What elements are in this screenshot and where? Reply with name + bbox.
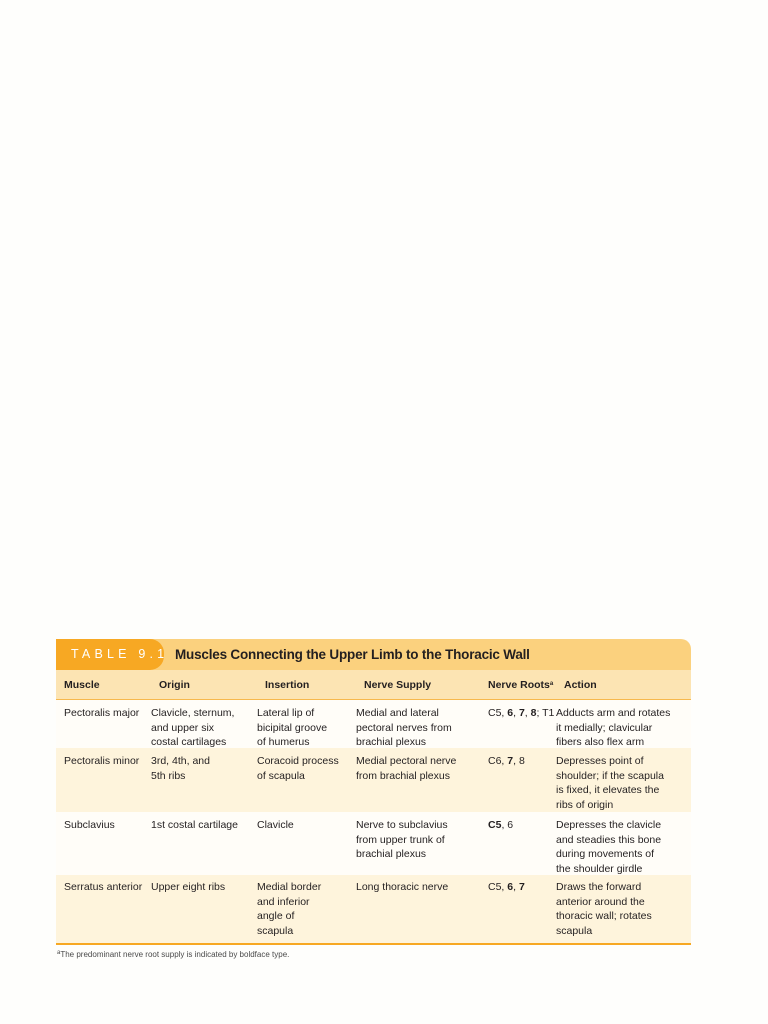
cell-line: fibers also flex arm (556, 736, 645, 748)
cell-action (556, 812, 691, 875)
table-row (56, 812, 691, 875)
column-header-origin: Origin (159, 678, 190, 691)
nerve-root-segment: 6 (507, 707, 514, 719)
column-header-nerve-roots (480, 679, 556, 691)
cell-line: from upper trunk of (356, 833, 445, 846)
cell-line: Clavicle (257, 819, 294, 831)
cell-line: Upper eight ribs (151, 881, 226, 893)
cell-nerve-roots (480, 700, 556, 748)
cell-action (556, 748, 691, 812)
table-row (56, 700, 691, 748)
table-header-row (56, 670, 691, 700)
cell-line: brachial plexus (356, 736, 427, 748)
cell-origin (151, 700, 257, 748)
nerve-root-segment: , 6 (501, 819, 514, 831)
cell-line: anterior around the (556, 895, 645, 908)
cell-line: Long thoracic nerve (356, 881, 449, 893)
cell-line: Draws the forward (556, 881, 642, 893)
cell-line: from brachial plexus (356, 769, 450, 782)
cell-line: it medially; clavicular (556, 721, 653, 734)
cell-line: 5th ribs (151, 769, 186, 782)
nerve-roots-label: Nerve Roots (488, 678, 550, 691)
table-body (56, 700, 691, 943)
cell-nerve-roots (480, 812, 556, 875)
cell-nerve-supply (356, 875, 480, 943)
cell-insertion (257, 875, 356, 943)
cell-line: thoracic wall; rotates (556, 910, 652, 922)
column-header-nerve-supply: Nerve Supply (364, 678, 432, 691)
cell-insertion (257, 748, 356, 812)
nerve-root-segment: 7 (518, 707, 525, 719)
table-row (56, 748, 691, 812)
nerve-root-segment: 8 (530, 707, 537, 719)
cell-line: angle of (257, 910, 295, 922)
nerve-root-segment: C5, (488, 881, 508, 893)
cell-line: Depresses point of (556, 755, 644, 767)
cell-insertion (257, 812, 356, 875)
cell-line: 3rd, 4th, and (151, 755, 210, 767)
cell-line: 1st costal cartilage (151, 819, 238, 831)
nerve-root-segment: C5, (488, 707, 508, 719)
cell-line: during movements of (556, 848, 655, 860)
nerve-root-segment: , 8 (513, 755, 525, 767)
cell-line: Nerve to subclavius (356, 819, 448, 831)
nerve-root-segment: C6, (488, 755, 508, 767)
nerve-root-segment: , (513, 707, 519, 719)
table-bottom-rule (56, 943, 691, 945)
cell-nerve-supply (356, 748, 480, 812)
nerve-root-segment: C5 (488, 819, 502, 831)
cell-nerve-supply (356, 700, 480, 748)
cell-action (556, 875, 691, 943)
cell-line: the shoulder girdle (556, 862, 643, 875)
table-title: Muscles Connecting the Upper Limb to the Thoracic Wall (175, 647, 530, 662)
cell-muscle: Serratus anterior (64, 881, 143, 893)
table-title-bar (56, 639, 691, 670)
nerve-root-segment: , (524, 707, 531, 719)
footnote-text: The predominant nerve root supply is indicated by boldface type. (60, 950, 290, 959)
cell-line: and steadies this bone (556, 833, 662, 846)
nerve-root-segment: ; T1 (536, 707, 555, 719)
table-row (56, 875, 691, 943)
cell-origin (151, 748, 257, 812)
table-label: TABLE 9.1 (56, 639, 164, 670)
cell-line: costal cartilages (151, 736, 227, 748)
cell-line: and upper six (151, 721, 215, 734)
column-header-insertion: Insertion (265, 678, 310, 691)
cell-line: Clavicle, sternum, (151, 707, 235, 719)
cell-origin (151, 812, 257, 875)
column-header-action: Action (564, 678, 597, 691)
cell-line: bicipital groove (257, 721, 328, 734)
cell-action (556, 700, 691, 748)
cell-line: scapula (257, 924, 294, 937)
cell-line: and inferior (257, 895, 310, 908)
nerve-root-segment: 7 (518, 881, 525, 893)
footnote-marker: a (57, 950, 61, 956)
cell-muscle: Subclavius (64, 819, 115, 831)
nerve-root-segment: 6 (507, 881, 514, 893)
column-header-muscle: Muscle (64, 678, 100, 691)
cell-nerve-roots (480, 748, 556, 812)
cell-nerve-supply (356, 812, 480, 875)
cell-line: scapula (556, 924, 593, 937)
cell-line: Medial border (257, 881, 322, 893)
cell-nerve-roots (480, 875, 556, 943)
nerve-root-segment: , (513, 881, 519, 893)
table-footnote (57, 950, 289, 959)
cell-line: shoulder; if the scapula (556, 769, 664, 782)
cell-line: Lateral lip of (257, 707, 315, 719)
nerve-roots-footnote-marker: a (549, 680, 554, 687)
cell-line: is fixed, it elevates the (556, 784, 660, 796)
cell-line: brachial plexus (356, 848, 427, 860)
cell-line: Adducts arm and rotates (556, 707, 671, 719)
cell-line: Medial and lateral (356, 707, 439, 719)
cell-muscle: Pectoralis major (64, 707, 140, 719)
cell-line: Depresses the clavicle (556, 819, 662, 831)
nerve-root-segment: 7 (507, 755, 514, 767)
cell-line: ribs of origin (556, 798, 614, 811)
cell-line: pectoral nerves from (356, 721, 452, 734)
cell-insertion (257, 700, 356, 748)
cell-origin (151, 875, 257, 943)
cell-line: of scapula (257, 769, 305, 782)
cell-line: Medial pectoral nerve (356, 755, 457, 767)
cell-line: of humerus (257, 736, 310, 748)
cell-line: Coracoid process (257, 755, 339, 767)
cell-muscle: Pectoralis minor (64, 755, 140, 767)
muscle-table (56, 639, 691, 945)
